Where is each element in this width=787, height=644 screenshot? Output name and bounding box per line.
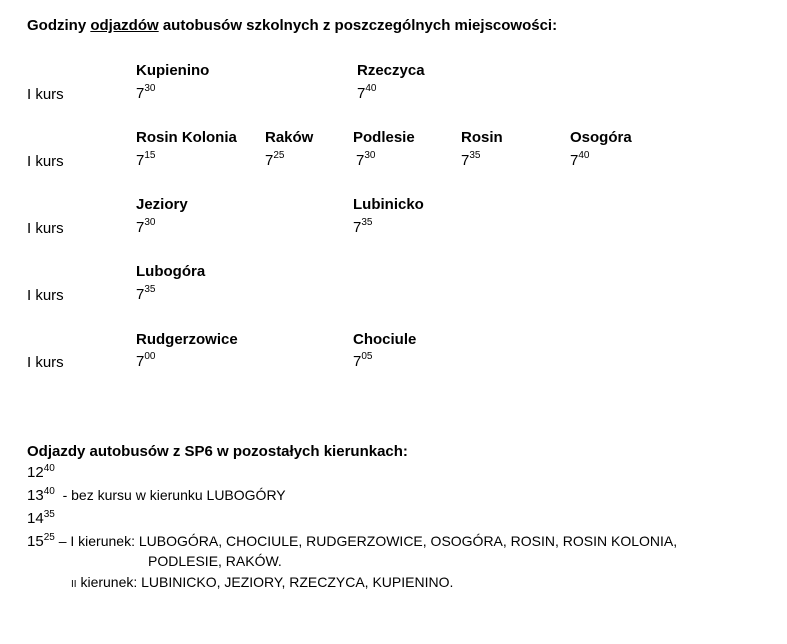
kurs-label: I kurs <box>27 220 64 237</box>
second-direction-line: II kierunek: LUBINICKO, JEZIORY, RZECZYCA, KUPIENINO. <box>71 574 454 590</box>
page-title <box>27 17 557 34</box>
departure-time: $7^{40}$ <box>357 83 377 102</box>
kurs-label: I kurs <box>27 354 64 371</box>
departure-time: $7^{35}$ <box>136 284 156 303</box>
departure-time: $7^{35}$ <box>461 150 481 169</box>
departure-line: $15^{25}$ – I kierunek: LUBOGÓRA, CHOCIULE, RUDGERZOWICE, OSOGÓRA, ROSIN, ROSIN KOLONIA, <box>27 532 678 550</box>
place-name: Rosin Kolonia <box>136 129 237 146</box>
departure-line: $12^{40}$ <box>27 463 55 481</box>
departure-time: $7^{00}$ <box>136 351 156 370</box>
place-name: Raków <box>265 129 314 146</box>
place-name: Chociule <box>353 331 417 348</box>
kurs-label: I kurs <box>27 153 64 170</box>
title-underlined-word: odjazdów <box>90 17 159 34</box>
departure-time: $7^{30}$ <box>136 217 156 236</box>
title-text-rest: autobusów szkolnych z poszczególnych miejscowości: <box>158 17 558 34</box>
place-name: Rudgerzowice <box>136 331 238 348</box>
place-name: Rosin <box>461 129 503 146</box>
departure-time: $7^{15}$ <box>136 150 156 169</box>
place-name: Jeziory <box>136 196 188 213</box>
departure-time: $7^{40}$ <box>570 150 590 169</box>
title-text: Godziny <box>27 17 91 34</box>
departures-title: Odjazdy autobusów z SP6 w pozostałych kierunkach: <box>27 443 408 460</box>
place-name: Kupienino <box>136 62 210 79</box>
departure-time: $7^{35}$ <box>353 217 373 236</box>
departure-continuation: PODLESIE, RAKÓW. <box>148 553 282 569</box>
departure-time: $7^{25}$ <box>265 150 285 169</box>
kurs-label: I kurs <box>27 86 64 103</box>
departure-line: $13^{40}$ - bez kursu w kierunku LUBOGÓRY <box>27 486 286 504</box>
departure-line: $14^{35}$ <box>27 509 55 527</box>
departure-time: $7^{05}$ <box>353 351 373 370</box>
place-name: Lubogóra <box>136 263 206 280</box>
kurs-label: I kurs <box>27 287 64 304</box>
departure-time: $7^{30}$ <box>356 150 376 169</box>
place-name: Podlesie <box>353 129 415 146</box>
place-name: Lubinicko <box>353 196 424 213</box>
place-name: Rzeczyca <box>357 62 425 79</box>
departure-time: $7^{30}$ <box>136 83 156 102</box>
place-name: Osogóra <box>570 129 632 146</box>
